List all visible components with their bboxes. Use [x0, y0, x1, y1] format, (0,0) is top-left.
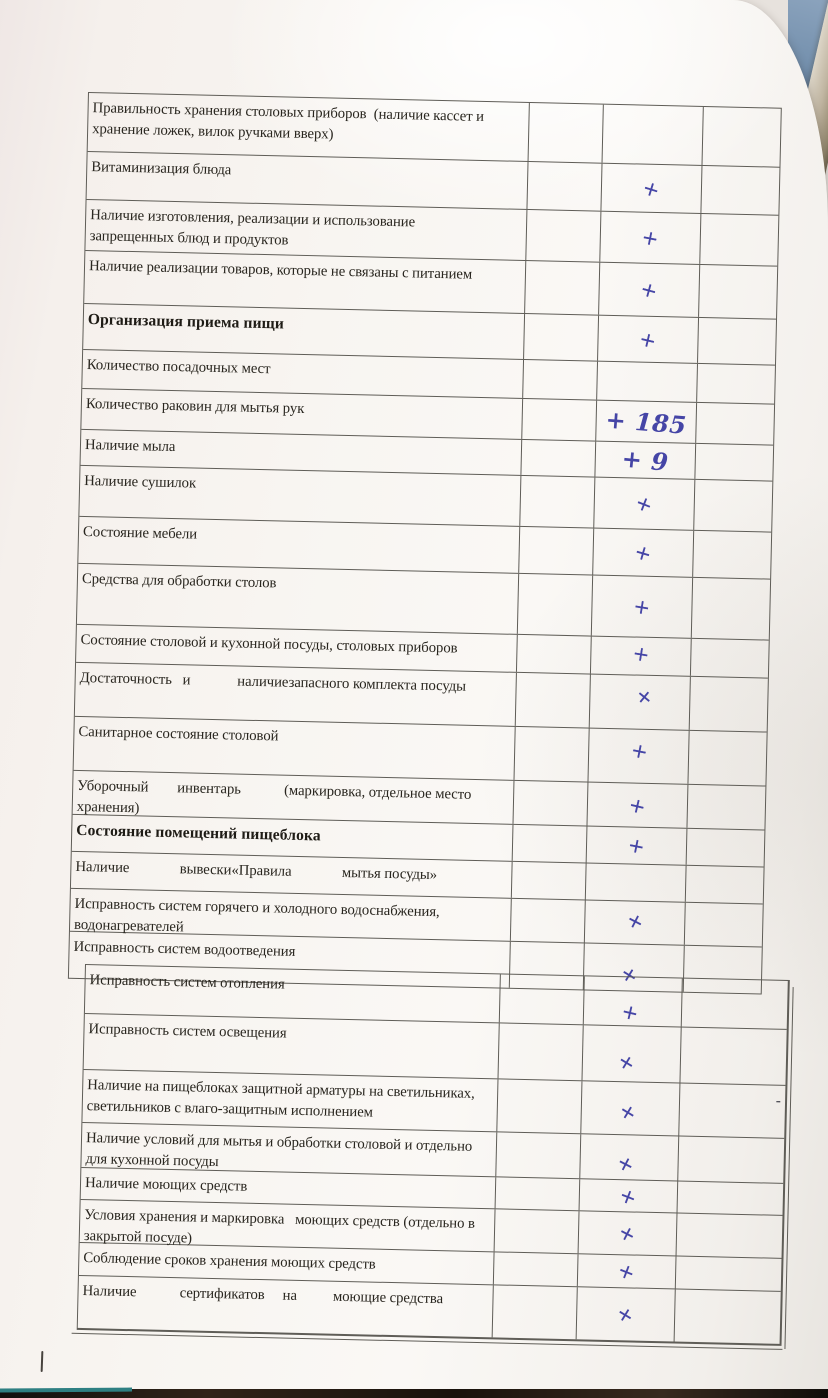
note-cell: [679, 1028, 786, 1085]
handwritten-plus-mark: +: [614, 1218, 641, 1248]
empty-cell: [514, 727, 589, 782]
note-cell: [675, 1256, 782, 1290]
note-cell: [694, 444, 773, 481]
result-cell: [598, 263, 699, 317]
note-cell: [676, 1213, 783, 1257]
note-cell: [702, 107, 781, 167]
result-cell: [593, 478, 694, 530]
note-cell: [693, 480, 772, 532]
criterion-label: Наличие вывески«Правила мытья посуды»: [75, 858, 438, 884]
handwritten-plus-mark: +: [632, 489, 657, 518]
criterion-label: Исправность систем горячего и холодного водоснабжения, водонагревателей: [73, 895, 440, 936]
criterion-label: Количество посадочных мест: [86, 357, 271, 378]
criterion-label: Уборочный инвентарь (маркировка, отдельное место хранения): [76, 777, 472, 817]
handwritten-plus-mark: +: [639, 174, 664, 203]
handwritten-plus-mark: +: [630, 681, 659, 711]
handwritten-plus-mark: +: [637, 325, 659, 353]
empty-cell: [523, 314, 598, 361]
empty-cell: [513, 781, 588, 826]
result-cell: [589, 675, 690, 730]
criterion-label: Наличие условий для мытья и обработки столовой и отдельно для кухонной посуды: [85, 1130, 473, 1171]
result-cell: [579, 1179, 678, 1212]
result-cell: [586, 826, 687, 864]
criterion-label: Наличие сушилок: [83, 473, 197, 492]
empty-cell: [526, 162, 601, 211]
note-cell: [697, 318, 776, 365]
note-cell: [696, 364, 775, 404]
criterion-label: Исправность систем отопления: [89, 972, 285, 993]
handwritten-plus-mark: +: [631, 593, 653, 620]
handwritten-plus-mark: +: [622, 906, 649, 936]
handwritten-plus-mark: +: [613, 1149, 639, 1179]
result-cell: [577, 1254, 676, 1288]
criterion-label: Достаточность и наличиезапасного комплекта посуды: [79, 669, 467, 695]
result-cell: [584, 900, 685, 944]
handwritten-plus-mark: +: [631, 640, 652, 667]
result-cell: [595, 401, 696, 443]
criterion-label: Средства для обработки столов: [81, 570, 277, 592]
empty-cell: [495, 1177, 580, 1210]
note-cell: [681, 979, 788, 1029]
criterion-label: Состояние мебели: [82, 524, 198, 543]
result-cell: [591, 576, 692, 638]
result-cell: [580, 1081, 679, 1135]
criterion-label: Витаминизация блюда: [91, 159, 232, 179]
result-cell: [578, 1211, 677, 1255]
empty-cell: [496, 1079, 581, 1133]
handwritten-plus-mark: +: [626, 791, 649, 819]
empty-cell: [495, 1132, 580, 1178]
handwritten-plus-mark: + 9: [620, 443, 670, 477]
empty-cell: [524, 261, 599, 315]
empty-cell: [520, 440, 595, 477]
empty-cell: [517, 574, 592, 636]
empty-cell: [512, 825, 587, 863]
empty-cell: [511, 862, 586, 900]
criterion-label: Наличие реализации товаров, которые не связаны с питанием: [88, 258, 473, 283]
note-cell: [685, 866, 764, 904]
handwritten-plus-mark: +: [616, 959, 644, 990]
empty-cell: [494, 1209, 579, 1253]
note-cell: [699, 214, 778, 266]
note-cell: [677, 1137, 784, 1183]
desk-edge: [0, 1389, 828, 1398]
result-cell: [583, 976, 682, 1026]
criterion-label: Наличие изготовления, реализации и использование запрещенных блюд и продуктов: [89, 207, 416, 249]
note-cell: [695, 403, 774, 445]
inspection-table-lower: [77, 964, 790, 1346]
empty-cell: [499, 974, 584, 1024]
note-cell: [674, 1289, 781, 1343]
result-cell: [581, 1025, 680, 1082]
teal-edge-line: [0, 1388, 132, 1393]
criterion-label: Исправность систем освещения: [88, 1021, 287, 1042]
note-cell: [677, 1181, 784, 1214]
result-cell: [597, 316, 698, 363]
criterion-label: Наличие на пищеблоках защитной арматуры на светильниках, светильников с влаго-защитным исполнением: [86, 1077, 475, 1121]
handwritten-plus-mark: +: [614, 1257, 639, 1286]
result-cell: [594, 442, 695, 479]
empty-cell: [510, 899, 585, 943]
handwritten-plus-mark: +: [631, 538, 655, 567]
note-cell: [690, 639, 769, 678]
inspection-table-upper: [68, 92, 782, 995]
result-cell: [585, 863, 686, 901]
empty-cell: [518, 527, 593, 575]
handwritten-plus-mark: +: [613, 1047, 641, 1077]
note-cell: [684, 903, 763, 947]
handwritten-plus-mark: +: [614, 1097, 642, 1127]
empty-cell: [522, 360, 597, 400]
handwritten-plus-mark: + 185: [604, 404, 688, 440]
result-cell: [596, 362, 697, 402]
note-cell: [698, 265, 777, 319]
criterion-label: Исправность систем водоотведения: [73, 938, 296, 960]
handwritten-plus-mark: +: [619, 998, 642, 1026]
handwritten-plus-mark: +: [625, 832, 648, 860]
handwritten-plus-mark: +: [612, 1299, 640, 1329]
result-cell: [599, 212, 700, 264]
empty-cell: [498, 1023, 583, 1080]
empty-cell: [516, 635, 591, 674]
criterion-label: Наличие сертификатов на моющие средства: [82, 1283, 444, 1308]
note-cell: [691, 578, 770, 640]
criterion-label: Количество раковин для мытья рук: [85, 396, 305, 417]
note-cell: [700, 166, 779, 215]
handwritten-plus-mark: +: [639, 224, 661, 252]
criterion-label: Наличие мыла: [84, 437, 176, 456]
criterion-label: Санитарное состояние столовой: [78, 723, 279, 745]
empty-cell: [493, 1252, 578, 1286]
note-cell: [686, 785, 765, 830]
criterion-label: Соблюдение сроков хранения моющих средств: [83, 1250, 376, 1273]
criterion-label: Наличие моющих средств: [84, 1175, 248, 1195]
criterion-label: Правильность хранения столовых приборов (наличие кассет и хранение ложек, вилок ручками вверх): [91, 100, 485, 143]
note-cell: [692, 531, 771, 579]
note-cell: [678, 1084, 785, 1138]
empty-cell: [492, 1285, 577, 1339]
result-cell: [587, 729, 688, 784]
empty-cell: [515, 673, 590, 728]
criterion-label: Состояние помещений пищеблока: [76, 821, 321, 845]
note-cell: [689, 677, 768, 732]
handwritten-dash-mark: -: [775, 1091, 782, 1110]
empty-cell: [521, 399, 596, 441]
result-cell: [579, 1134, 678, 1180]
result-cell: [576, 1287, 675, 1341]
pen-mark: [41, 1351, 44, 1372]
result-cell: [592, 529, 693, 577]
criterion-label: Условия хранения и маркировка моющих средств (отдельно в закрытой посуде): [83, 1207, 476, 1247]
criterion-label: Состояние столовой и кухонной посуды, столовых приборов: [80, 631, 458, 657]
result-cell: [586, 783, 687, 828]
handwritten-plus-mark: +: [629, 736, 651, 764]
empty-cell: [525, 210, 600, 262]
result-cell: [600, 164, 701, 213]
note-cell: [687, 731, 766, 786]
result-cell: [590, 637, 691, 676]
handwritten-plus-mark: +: [637, 275, 661, 304]
empty-cell: [519, 476, 594, 528]
criterion-label: Организация приема пищи: [87, 311, 285, 333]
empty-cell: [528, 103, 603, 163]
note-cell: [686, 829, 765, 867]
result-cell: [602, 105, 703, 165]
handwritten-plus-mark: +: [616, 1181, 641, 1211]
